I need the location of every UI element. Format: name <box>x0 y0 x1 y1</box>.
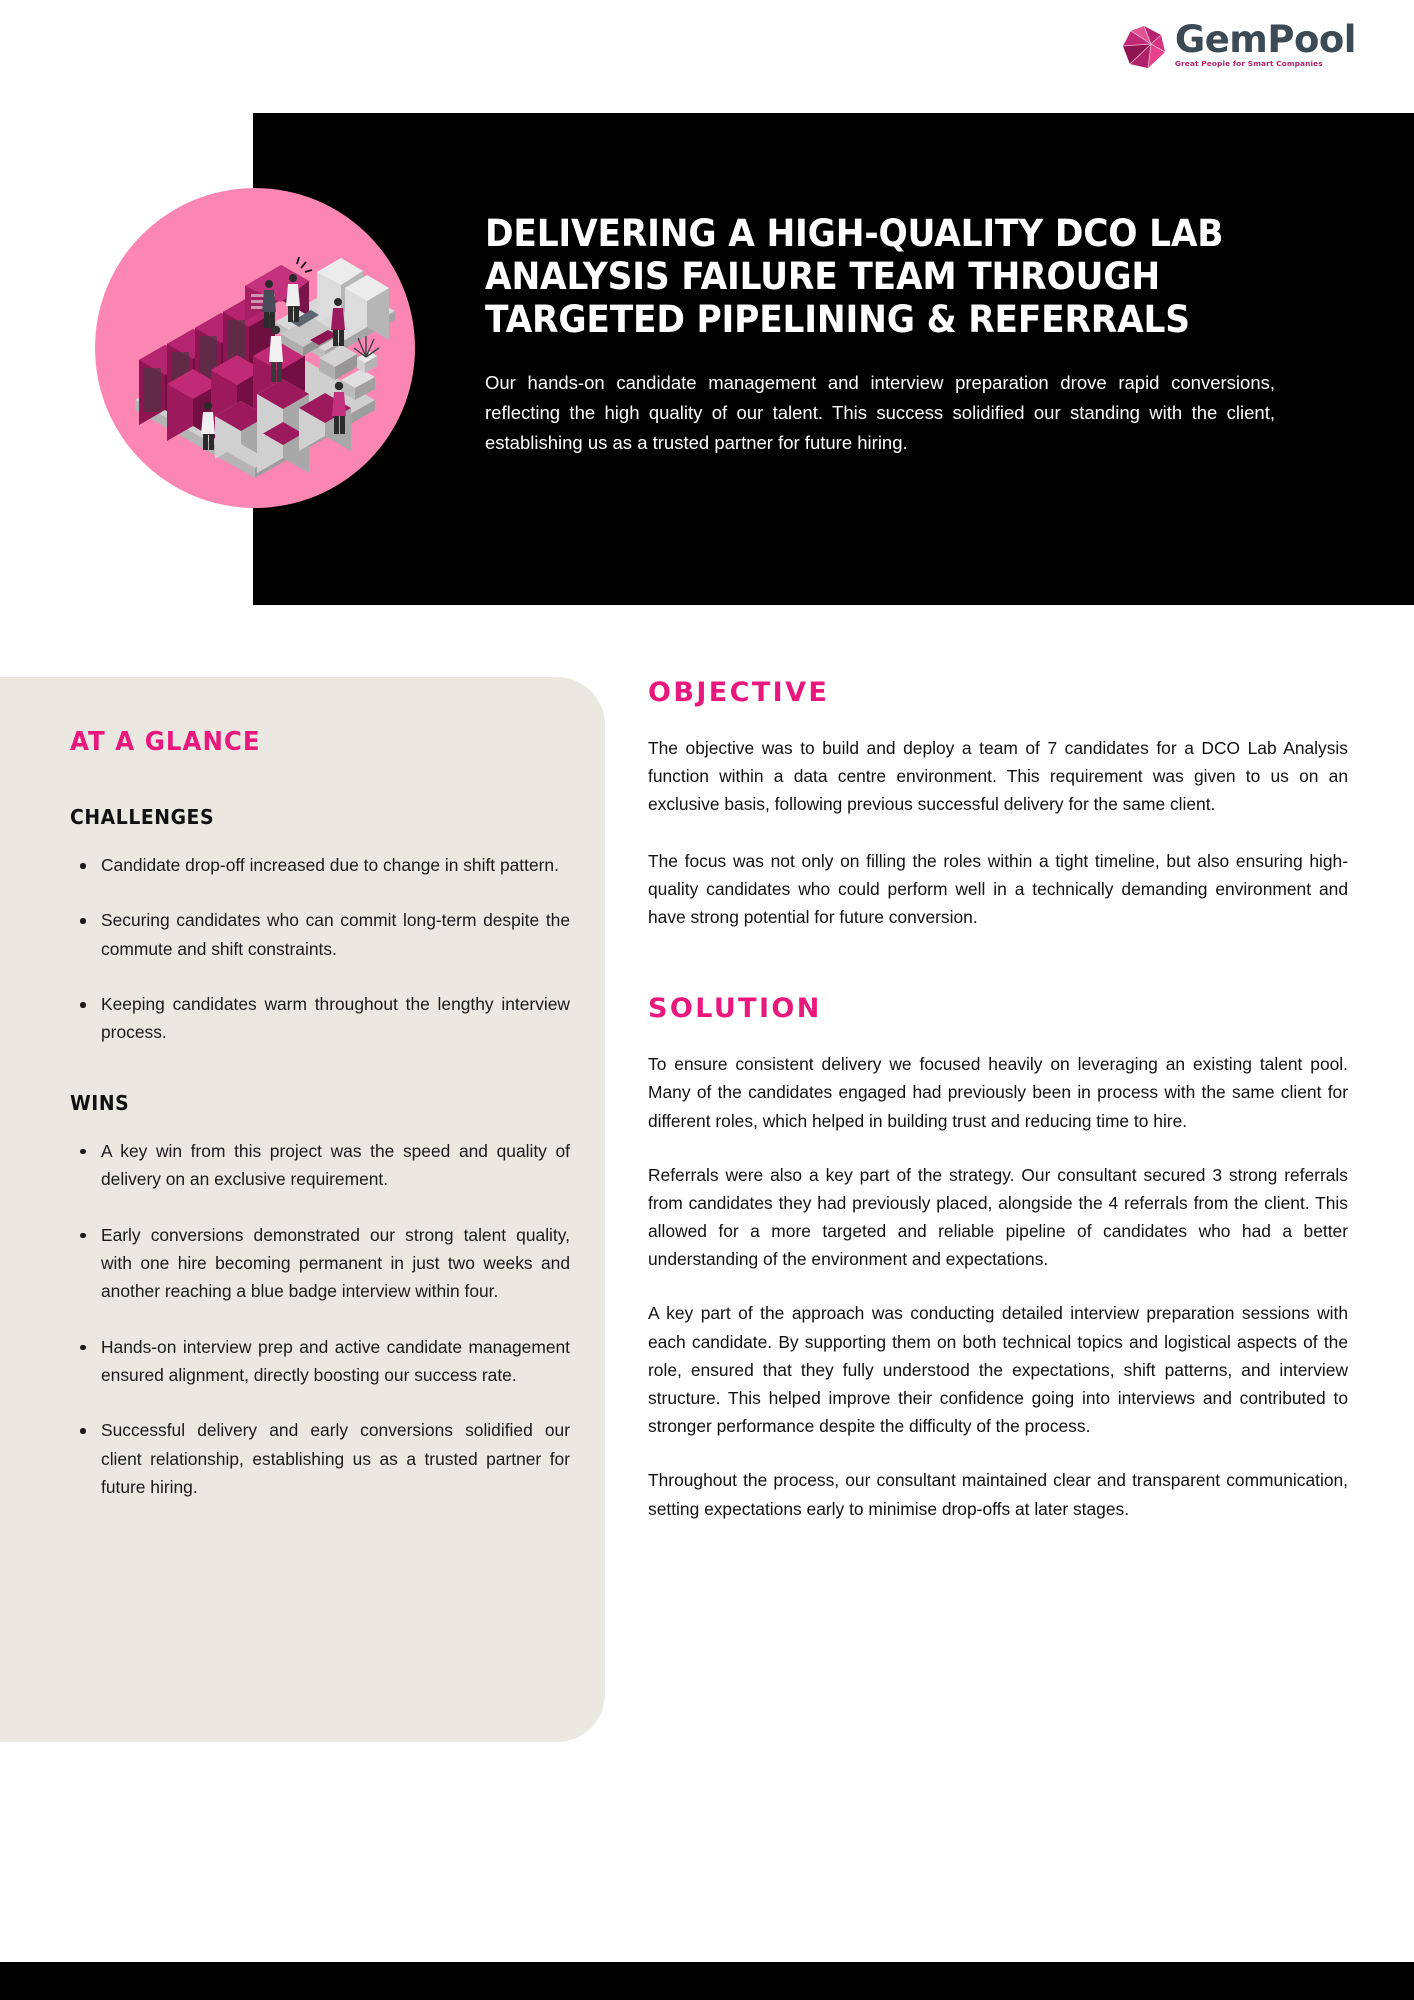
objective-section <box>648 677 1348 931</box>
at-a-glance-title: AT A GLANCE <box>70 727 261 757</box>
at-a-glance-panel <box>0 677 605 1742</box>
gempool-logo <box>1121 18 1356 70</box>
objective-paragraph: The focus was not only on filling the roles within a tight timeline, but also ensuring high-quality candidates who could perform well in a technically demanding environment and have strong potential for future conversion. <box>648 850 1348 927</box>
page-footer-bar <box>0 1962 1414 2000</box>
hero-text-block <box>485 213 1285 458</box>
solution-paragraph: Throughout the process, our consultant maintained clear and transparent communication, setting expectations early to minimise drop-offs at later stages. <box>648 1470 1348 1519</box>
page-title: DELIVERING A HIGH-QUALITY DCO LAB ANALYSIS FAILURE TEAM THROUGH TARGETED PIPELINING & REFERRALS <box>485 212 1224 341</box>
solution-paragraph: A key part of the approach was conducting detailed interview preparation sessions with each candidate. By supporting them on both technical topics and logistical aspects of the role, ensured that they fully understood the expectations, shift patterns, and interview structure. This helped improve their confidence going into interviews and contributed to stronger performance despite the difficulty of the process. <box>648 1303 1348 1437</box>
list-item: Candidate drop-off increased due to change in shift pattern. <box>70 851 570 879</box>
challenges-heading: CHALLENGES <box>70 805 215 829</box>
gem-icon <box>1121 24 1167 70</box>
solution-section <box>648 993 1348 1523</box>
logo-tagline: Great People for Smart Companies <box>1174 59 1323 69</box>
logo-text <box>1174 18 1356 69</box>
wins-heading: WINS <box>70 1090 130 1115</box>
at-a-glance-content <box>70 727 570 1501</box>
list-item: Hands-on interview prep and active candidate management ensured alignment, directly boosting our success rate. <box>70 1333 570 1390</box>
logo-wordmark: GemPool <box>1174 18 1356 61</box>
wins-list <box>70 1137 570 1502</box>
list-item: Securing candidates who can commit long-term despite the commute and shift constraints. <box>70 906 570 963</box>
list-item: A key win from this project was the speed and quality of delivery on an exclusive requirement. <box>70 1137 570 1194</box>
challenges-list <box>70 851 570 1047</box>
data-centre-illustration <box>95 188 415 508</box>
solution-paragraph: To ensure consistent delivery we focused heavily on leveraging an existing talent pool. Many of the candidates engaged had previously been in process with the same client for different roles, which helped in building trust and reducing time to hire. <box>648 1054 1348 1131</box>
main-content-column <box>648 677 1348 1523</box>
list-item: Keeping candidates warm throughout the lengthy interview process. <box>70 990 570 1047</box>
solution-paragraph: Referrals were also a key part of the strategy. Our consultant secured 3 strong referrals from candidates they had previously placed, alongside the 4 referrals from the client. This allowed for a more targeted and reliable pipeline of candidates who had a better understanding of the environment and expectations. <box>648 1164 1348 1270</box>
objective-paragraph: The objective was to build and deploy a team of 7 candidates for a DCO Lab Analysis function within a data centre environment. This requirement was given to us on an exclusive basis, following previous successful delivery for the same client. <box>648 738 1348 815</box>
list-item: Successful delivery and early conversions solidified our client relationship, establishing us as a trusted partner for future hiring. <box>70 1416 570 1501</box>
objective-heading: OBJECTIVE <box>648 677 830 708</box>
hero-banner <box>253 113 1414 605</box>
list-item: Early conversions demonstrated our strong talent quality, with one hire becoming permanent in just two weeks and another reaching a blue badge interview within four. <box>70 1221 570 1306</box>
solution-heading: SOLUTION <box>648 993 822 1025</box>
page-header <box>0 0 1414 113</box>
hero-subtitle: Our hands-on candidate management and interview preparation drove rapid conversions, reflecting the high quality of our talent. This success solidified our standing with the client, establishing us as a trusted partner for future hiring. <box>485 371 1275 453</box>
